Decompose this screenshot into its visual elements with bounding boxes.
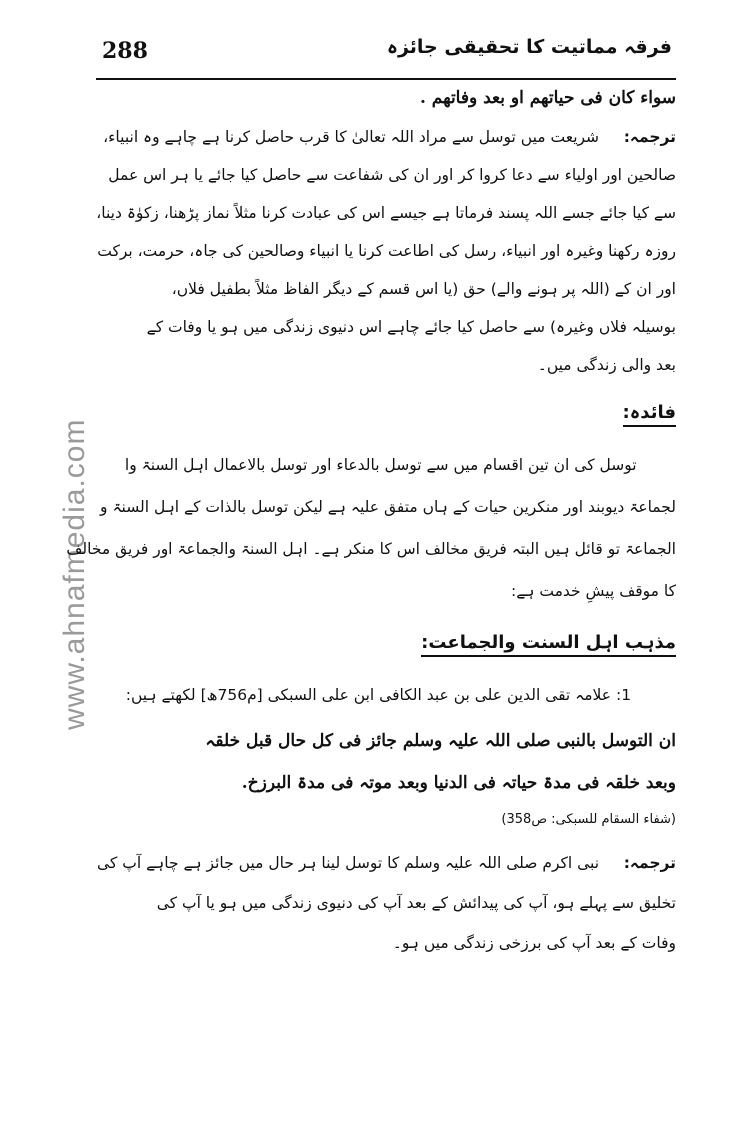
watermark: www.ahnafmedia.com (58, 418, 91, 730)
faida-text: توسل کی ان تین اقسام میں سے توسل بالدعاء اور توسل بالاعمال اہل السنۃ وا (124, 456, 637, 474)
item-number: 1: (616, 686, 632, 704)
translation-line (96, 128, 676, 146)
translation-text: نبی اکرم صلی اللہ علیہ وسلم کا توسل لینا ہر حال میں جائز ہے چاہے آپ کی (97, 854, 600, 872)
faida-line (96, 456, 676, 474)
translation-line: تخلیق سے پہلے ہو، آپ کی پیدائش کے بعد آپ کی دنیوی زندگی میں ہو یا آپ کی (156, 894, 676, 912)
translation-line: بعد والی زندگی میں۔ (537, 356, 676, 374)
translation-label: ترجمہ: (623, 854, 676, 872)
madhab-heading: مذہب اہل السنت والجماعت: (421, 632, 676, 657)
translation-line: اور ان کے (اللہ پر ہونے والے) حق (یا اس قسم کے دیگر الفاظ مثلاً بطفیل فلاں، (171, 280, 676, 298)
madhab-item-line (96, 686, 676, 704)
translation-line: سے کیا جائے جسے اللہ پسند فرماتا ہے جیسے اس کی عبادت کرنا مثلاً نماز پڑھنا، زکوٰۃ دینا، (96, 204, 676, 222)
faida-heading: فائدہ: (623, 402, 676, 427)
translation-line: صالحین اور اولیاء سے دعا کروا کر اور ان کی شفاعت سے حاصل کیا جائے یا ہر اس عمل (108, 166, 676, 184)
translation-line: روزہ رکھنا وغیرہ اور انبیاء، رسل کی اطاعت کرنا یا انبیاء وصالحین کی جاہ، حرمت، برکت (97, 242, 676, 260)
header-divider (96, 78, 676, 80)
translation-line: وفات کے بعد آپ کی برزخی زندگی میں ہو۔ (392, 934, 676, 952)
intro-arabic-line: سواء کان فی حیاتھم او بعد وفاتھم . (419, 88, 676, 108)
reference: (شفاء السقام للسبکی: ص358) (501, 812, 676, 827)
faida-line: لجماعۃ دیوبند اور منکرین حیات کے ہاں متفق علیہ ہے لیکن توسل بالذات کے اہل السنۃ و (100, 498, 676, 516)
translation-label: ترجمہ: (623, 128, 676, 146)
page-header (96, 34, 676, 78)
translation-line: بوسیلہ فلاں وغیرہ) سے حاصل کیا جائے چاہے اس دنیوی زندگی میں ہو یا وفات کے (146, 318, 676, 336)
translation-line (96, 854, 676, 872)
arabic-quote-line: ان التوسل بالنبی صلی اللہ علیہ وسلم جائز فی کل حال قبل خلقہ (205, 731, 676, 751)
faida-line: الجماعۃ تو قائل ہیں البتہ فریق مخالف اس کا منکر ہے۔ اہل السنۃ والجماعۃ اور فریق مخالف (66, 540, 676, 558)
item-text: علامہ تقی الدین علی بن عبد الکافی ابن علی السبکی [م756ھ] لکھتے ہیں: (125, 686, 612, 704)
faida-line: کا موقف پیشِ خدمت ہے: (511, 582, 676, 600)
book-title: فرقہ مماتیت کا تحقیقی جائزہ (386, 36, 672, 58)
arabic-quote-line: وبعد خلقہ فی مدۃ حیاتہ فی الدنیا وبعد موتہ فی مدۃ البرزخ. (241, 773, 676, 793)
faida-heading-line (96, 402, 676, 427)
madhab-heading-line (96, 632, 676, 657)
translation-text: شریعت میں توسل سے مراد اللہ تعالیٰ کا قرب حاصل کرنا ہے چاہے وہ انبیاء، (103, 128, 600, 146)
page-number: 288 (102, 38, 148, 64)
